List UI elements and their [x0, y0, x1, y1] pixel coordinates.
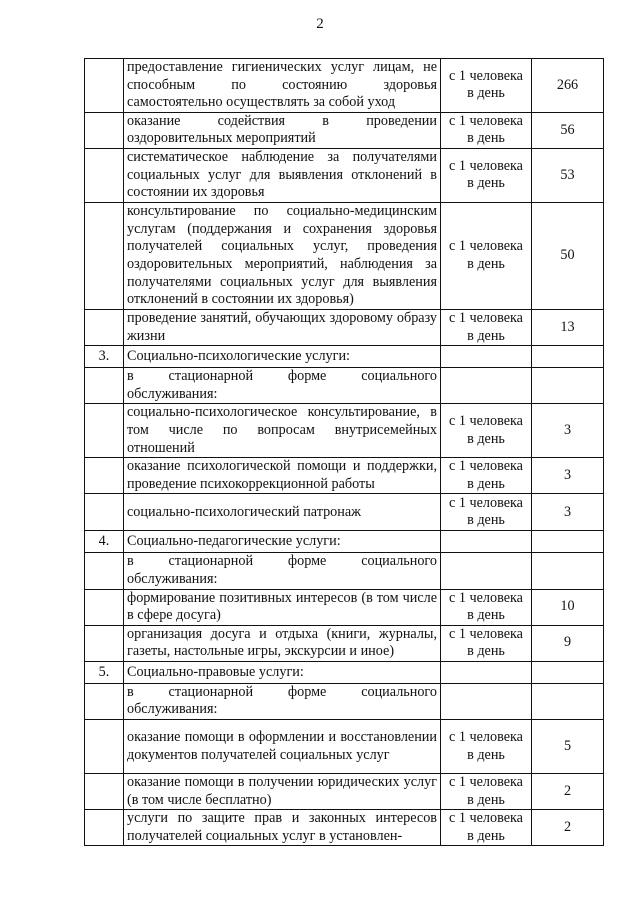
- quantity-cell: 266: [532, 59, 604, 113]
- quantity-cell: 5: [532, 720, 604, 774]
- frequency-line: с 1 человека: [449, 67, 523, 84]
- frequency-line: в день: [467, 175, 505, 192]
- frequency-cell: [441, 589, 532, 625]
- frequency-line: в день: [467, 430, 505, 447]
- row-number-cell: [85, 810, 124, 846]
- service-description-cell: Социально-психологические услуги:: [124, 346, 441, 368]
- frequency-line: с 1 человека: [449, 810, 523, 827]
- row-number-cell: [85, 774, 124, 810]
- quantity-cell: 53: [532, 148, 604, 202]
- frequency-line: в день: [467, 475, 505, 492]
- frequency-cell: [441, 683, 532, 719]
- quantity-cell: 2: [532, 810, 604, 846]
- quantity-cell: 2: [532, 774, 604, 810]
- table-row: [85, 148, 604, 202]
- row-number-cell: [85, 202, 124, 309]
- row-number-cell: [85, 404, 124, 458]
- service-description-cell: Социально-педагогические услуги:: [124, 531, 441, 553]
- service-description-cell: организация досуга и отдыха (книги, журналы, газеты, настольные игры, экскурсии и иное): [124, 625, 441, 661]
- row-number-cell: [85, 112, 124, 148]
- frequency-line: в день: [467, 255, 505, 272]
- row-number-cell: 4.: [85, 531, 124, 553]
- service-description-cell: социально-психологическое консультирование, в том числе по вопросам внутрисемейных отношений: [124, 404, 441, 458]
- table-row: [85, 553, 604, 589]
- table-row: [85, 494, 604, 531]
- table-row: [85, 589, 604, 625]
- frequency-line: с 1 человека: [449, 494, 523, 511]
- frequency-cell: [441, 112, 532, 148]
- frequency-cell: [441, 531, 532, 553]
- row-number-cell: [85, 458, 124, 494]
- service-description-cell: оказание помощи в оформлении и восстановлении документов получателей социальных услуг: [124, 720, 441, 774]
- table-row: [85, 346, 604, 368]
- service-description-cell: Социально-правовые услуги:: [124, 661, 441, 683]
- frequency-cell: [441, 458, 532, 494]
- services-table: [84, 58, 604, 846]
- frequency-line: в день: [467, 827, 505, 844]
- service-description-cell: проведение занятий, обучающих здоровому образу жизни: [124, 309, 441, 345]
- service-description-cell: оказание помощи в получении юридических услуг (в том числе бесплатно): [124, 774, 441, 810]
- quantity-cell: [532, 346, 604, 368]
- frequency-cell: [441, 148, 532, 202]
- table-row: [85, 531, 604, 553]
- row-number-cell: [85, 553, 124, 589]
- frequency-cell: [441, 720, 532, 774]
- table-row: [85, 774, 604, 810]
- frequency-cell: [441, 368, 532, 404]
- frequency-line: с 1 человека: [449, 112, 523, 129]
- quantity-cell: [532, 368, 604, 404]
- quantity-cell: [532, 661, 604, 683]
- table-row: [85, 458, 604, 494]
- frequency-cell: [441, 625, 532, 661]
- row-number-cell: [85, 59, 124, 113]
- quantity-cell: 9: [532, 625, 604, 661]
- table-row: [85, 112, 604, 148]
- service-description-cell: систематическое наблюдение за получателями социальных услуг для выявления отклонений в состоянии их здоровья: [124, 148, 441, 202]
- service-description-cell: формирование позитивных интересов (в том числе в сфере досуга): [124, 589, 441, 625]
- quantity-cell: 3: [532, 494, 604, 531]
- frequency-line: в день: [467, 512, 505, 529]
- service-description-cell: оказание содействия в проведении оздоровительных мероприятий: [124, 112, 441, 148]
- row-number-cell: [85, 309, 124, 345]
- row-number-cell: [85, 625, 124, 661]
- row-number-cell: [85, 368, 124, 404]
- service-description-cell: услуги по защите прав и законных интересов получателей социальных услуг в установлен-: [124, 810, 441, 846]
- frequency-line: с 1 человека: [449, 309, 523, 326]
- quantity-cell: 3: [532, 458, 604, 494]
- frequency-line: с 1 человека: [449, 238, 523, 255]
- service-description-cell: оказание психологической помощи и поддержки, проведение психокоррекционной работы: [124, 458, 441, 494]
- service-description-cell: социально-психологический патронаж: [124, 494, 441, 531]
- table-row: [85, 683, 604, 719]
- frequency-line: с 1 человека: [449, 589, 523, 606]
- service-description-cell: в стационарной форме социального обслуживания:: [124, 553, 441, 589]
- table-row: [85, 368, 604, 404]
- quantity-cell: 56: [532, 112, 604, 148]
- frequency-cell: [441, 774, 532, 810]
- table-row: [85, 625, 604, 661]
- quantity-cell: [532, 553, 604, 589]
- quantity-cell: 13: [532, 309, 604, 345]
- frequency-line: с 1 человека: [449, 413, 523, 430]
- row-number-cell: [85, 683, 124, 719]
- frequency-cell: [441, 494, 532, 531]
- page-number: 2: [316, 16, 324, 32]
- table-row: [85, 309, 604, 345]
- frequency-cell: [441, 202, 532, 309]
- table-row: [85, 59, 604, 113]
- row-number-cell: [85, 148, 124, 202]
- table-row: [85, 661, 604, 683]
- quantity-cell: 10: [532, 589, 604, 625]
- service-description-cell: в стационарной форме социального обслуживания:: [124, 683, 441, 719]
- table-row: [85, 810, 604, 846]
- row-number-cell: [85, 720, 124, 774]
- frequency-line: в день: [467, 607, 505, 624]
- frequency-line: в день: [467, 85, 505, 102]
- quantity-cell: 50: [532, 202, 604, 309]
- frequency-line: с 1 человека: [449, 625, 523, 642]
- row-number-cell: 5.: [85, 661, 124, 683]
- frequency-line: в день: [467, 746, 505, 763]
- frequency-cell: [441, 810, 532, 846]
- frequency-line: с 1 человека: [449, 458, 523, 475]
- quantity-cell: [532, 683, 604, 719]
- frequency-line: с 1 человека: [449, 157, 523, 174]
- table-row: [85, 720, 604, 774]
- table-row: [85, 202, 604, 309]
- frequency-cell: [441, 404, 532, 458]
- row-number-cell: [85, 589, 124, 625]
- frequency-line: в день: [467, 327, 505, 344]
- service-description-cell: в стационарной форме социального обслуживания:: [124, 368, 441, 404]
- frequency-cell: [441, 346, 532, 368]
- table-row: [85, 404, 604, 458]
- frequency-cell: [441, 553, 532, 589]
- service-description-cell: консультирование по социально-медицинским услугам (поддержания и сохранения здоровья получателей социальных услуг, проведения оздоровительных мероприятий, наблюдения за получателями социальных услуг для выявления отклонений в состоянии их здоровья): [124, 202, 441, 309]
- quantity-cell: [532, 531, 604, 553]
- frequency-line: в день: [467, 791, 505, 808]
- services-table-body: [85, 59, 604, 846]
- frequency-line: в день: [467, 643, 505, 660]
- frequency-line: с 1 человека: [449, 728, 523, 745]
- frequency-line: с 1 человека: [449, 774, 523, 791]
- frequency-cell: [441, 309, 532, 345]
- quantity-cell: 3: [532, 404, 604, 458]
- row-number-cell: [85, 494, 124, 531]
- service-description-cell: предоставление гигиенических услуг лицам, не способным по состоянию здоровья самостоятельно осуществлять за собой уход: [124, 59, 441, 113]
- frequency-line: в день: [467, 130, 505, 147]
- frequency-cell: [441, 661, 532, 683]
- frequency-cell: [441, 59, 532, 113]
- row-number-cell: 3.: [85, 346, 124, 368]
